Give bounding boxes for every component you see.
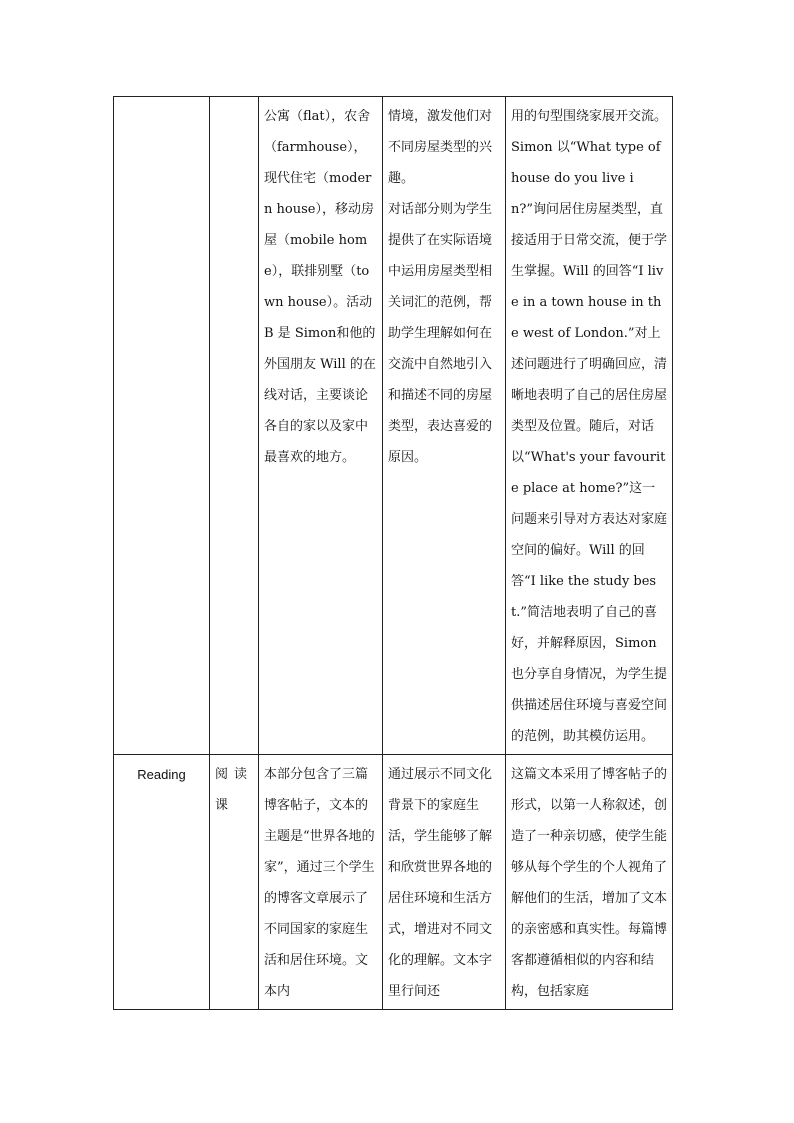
lesson-analysis-table xyxy=(113,96,673,1010)
content-cell: 公寓（flat），农舍（farmhouse），现代住宅（modern house），移动房屋（mobile home），联排别墅（town house）。活动 B 是 Simon和他的外国朋友 Will 的在线对话，主要谈论各自的家以及家中最喜欢的地方。 xyxy=(259,97,383,755)
content-cell: 本部分包含了三篇博客帖子，文本的主题是“世界各地的家”，通过三个学生的博客文章展示了不同国家的家庭生活和居住环境。文本内 xyxy=(259,755,383,1010)
module-cell xyxy=(114,97,210,755)
analysis-cell: 这篇文本采用了博客帖子的形式，以第一人称叙述，创造了一种亲切感，使学生能够从每个学生的个人视角了解他们的生活，增加了文本的亲密感和真实性。每篇博客都遵循相似的内容和结构，包括家庭 xyxy=(506,755,673,1010)
purpose-cell: 情境，激发他们对不同房屋类型的兴趣。 对话部分则为学生提供了在实际语境中运用房屋类型相关词汇的范例，帮助学生理解如何在交流中自然地引入和描述不同的房屋类型，表达喜爱的原因。 xyxy=(383,97,506,755)
lesson-type-cell: 阅读课 xyxy=(210,755,259,1010)
lesson-type-cell xyxy=(210,97,259,755)
table-row xyxy=(114,97,673,755)
table-row xyxy=(114,755,673,1010)
analysis-cell: 用的句型围绕家展开交流。Simon 以“What type of house do you live in?”询问居住房屋类型，直接适用于日常交流，便于学生掌握。Will 的回答“I live in a town house in the west of London.”对上述问题进行了明确回应，清晰地表明了自己的居住房屋类型及位置。随后，对话以“What's your favourite place at home?”这一问题来引导对方表达对家庭空间的偏好。Will 的回答“I like the study best.”简洁地表明了自己的喜好，并解释原因，Simon 也分享自身情况，为学生提供描述居住环境与喜爱空间的范例，助其模仿运用。 xyxy=(506,97,673,755)
purpose-cell: 通过展示不同文化背景下的家庭生活，学生能够了解和欣赏世界各地的居住环境和生活方式，增进对不同文化的理解。文本字里行间还 xyxy=(383,755,506,1010)
module-cell: Reading xyxy=(114,755,210,1010)
